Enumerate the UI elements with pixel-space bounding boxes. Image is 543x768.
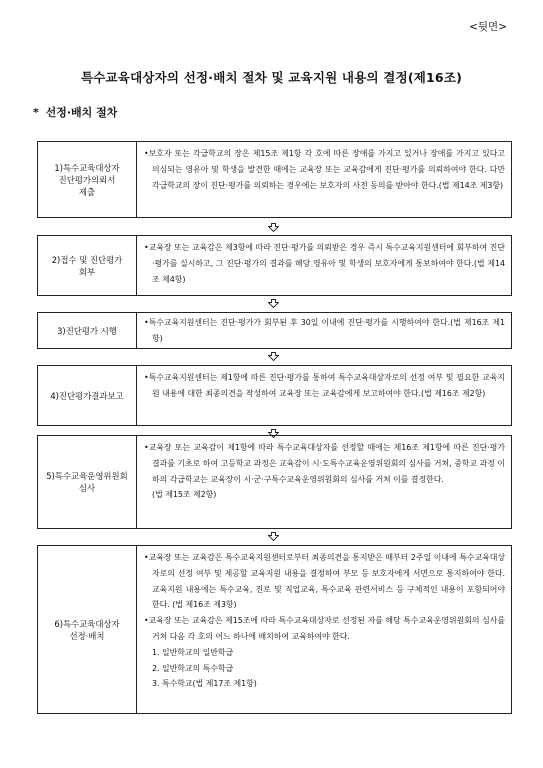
step-6-box — [37, 545, 512, 714]
step-3-box — [37, 312, 512, 349]
down-arrow-icon — [268, 299, 279, 308]
document-title: 특수교육대상자의 선정·배치 절차 및 교육지원 내용의 결정(제16조) — [80, 70, 463, 85]
step-5-paragraph-2: (법 제15조 제2항) — [152, 490, 217, 500]
page-mark: <뒷면> — [469, 21, 507, 33]
step-6-list-item-1: 1. 일반학교의 일반학급 — [152, 647, 234, 657]
step-2-box — [37, 235, 512, 296]
step-2-paragraph-1: •교육장 또는 교육감은 제3항에 따라 진단·평가를 의뢰받은 경우 즉시 특수교육지원센터에 회부하여 진단·평가를 실시하고, 그 진단·평가의 결과를 해당 영유아 및 학생의 보호자에게 통보하여야 한다.(법 제14조 제4항) — [144, 243, 505, 284]
step-3-label: 3)진단평가 시행 — [38, 313, 137, 348]
step-4-box — [37, 365, 512, 426]
step-1-box — [37, 141, 512, 218]
step-1-paragraph-1: •보호자 또는 각급학교의 장은 제15조 제1항 각 호에 따른 장애를 가지고 있거나 장애를 가지고 있다고 의심되는 영유아 및 학생을 발견한 때에는 교육장 또는 교육감에게 진단·평가를 의뢰하여야 한다. 다만 각급학교의 장이 진단·평가를 의뢰하는 경우에는 보호자의 사전 동의를 받아야 한다.(법 제14조 제3항) — [144, 149, 505, 190]
down-arrow-icon — [268, 532, 279, 541]
step-2-body — [137, 236, 511, 295]
step-5-body — [137, 436, 511, 528]
step-1-body — [137, 142, 511, 217]
step-6-list-item-3: 3. 특수학교(법 제17조 제1항) — [152, 679, 257, 689]
step-4-paragraph-1: •특수교육지원센터는 제1항에 따른 진단·평가를 통하여 특수교육대상자로의 선정 여부 및 필요한 교육지원 내용에 대한 최종의견을 작성하여 교육장 또는 교육감에게 보고하여야 한다.(법 제16조 제2항) — [144, 373, 505, 398]
step-6-list-item-2: 2. 일반학교의 특수학급 — [152, 663, 234, 673]
step-3-body — [137, 313, 511, 348]
step-1-label: 1)특수교육대상자 진단평가의뢰서 제출 — [38, 142, 137, 217]
step-5-paragraph-1: •교육장 또는 교육감이 제1항에 따라 특수교육대상자를 선정할 때에는 제16조 제1항에 따른 진단·평가 결과를 기초로 하여 고등학교 과정은 교육감이 시·도특수교육운영위원회의 심사를 거쳐, 중학교 과정 이하의 각급학교는 교육장이 시·군·구특수교육운영위원회의 심사를 거쳐 이를 결정한다. — [144, 443, 505, 484]
step-3-paragraph-1: •특수교육지원센터는 진단·평가가 회부된 후 30일 이내에 진단·평가를 시행하여야 한다.(법 제16조 제1항) — [144, 318, 505, 343]
step-6-body — [137, 546, 511, 713]
step-6-paragraph-1: •교육장 또는 교육감은 특수교육지원센터로부터 최종의견을 통지받은 때부터 2주일 이내에 특수교육대상자로의 선정 여부 및 제공할 교육지원 내용을 결정하여 부모 등 보호자에게 서면으로 통지하여야 한다. 교육지원 내용에는 특수교육, 진로 및 직업교육, 특수교육 관련서비스 등 구체적인 내용이 포함되어야 한다. (법 제16조 제3항) — [144, 553, 505, 610]
step-2-label: 2)접수 및 진단평가 회부 — [38, 236, 137, 295]
section-bullet: * — [33, 106, 39, 119]
step-6-label: 6)특수교육대상자 선정·배치 — [38, 546, 137, 713]
step-5-box — [37, 435, 512, 529]
down-arrow-icon — [268, 223, 279, 232]
section-heading — [33, 104, 117, 120]
step-4-body — [137, 366, 511, 425]
down-arrow-icon — [268, 352, 279, 361]
section-heading-text: 선정·배치 절차 — [45, 106, 118, 119]
step-5-label: 5)특수교육운영위원회 심사 — [38, 436, 137, 528]
step-6-paragraph-2: •교육장 또는 교육감은 제15조에 따라 특수교육대상자로 선정된 자를 해당 특수교육운영위원회의 심사를 거쳐 다음 각 호의 어느 하나에 배치하여 교육하여야 한다. — [144, 616, 505, 641]
step-4-label: 4)진단평가결과보고 — [38, 366, 137, 425]
